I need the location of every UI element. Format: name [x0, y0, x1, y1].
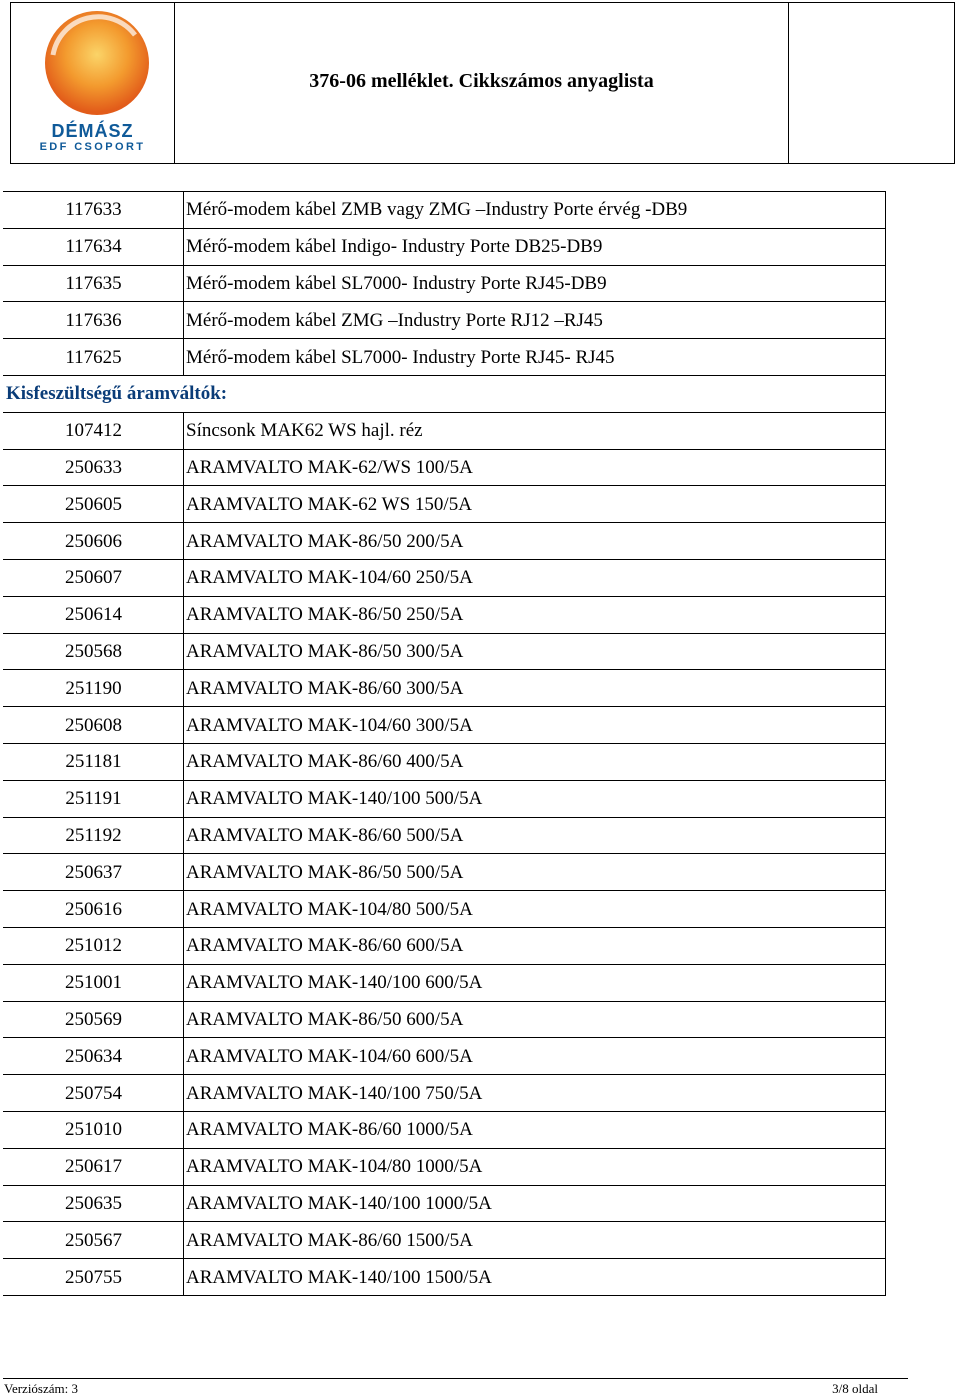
item-code: 117633	[4, 192, 184, 229]
logo-cell	[11, 3, 175, 164]
table-row	[4, 412, 886, 449]
table-row	[4, 596, 886, 633]
table-row	[4, 1222, 886, 1259]
item-code: 117625	[4, 339, 184, 376]
item-description: Mérő-modem kábel ZMB vagy ZMG –Industry Porte érvég -DB9	[184, 192, 886, 229]
item-code: 250633	[4, 449, 184, 486]
item-code: 251190	[4, 670, 184, 707]
table-row	[4, 743, 886, 780]
item-description: Mérő-modem kábel ZMG –Industry Porte RJ12 –RJ45	[184, 302, 886, 339]
footer-page-number: 3/8 oldal	[832, 1381, 878, 1396]
table-row	[4, 891, 886, 928]
item-code: 251192	[4, 817, 184, 854]
item-description: ARAMVALTO MAK-86/60 1000/5A	[184, 1111, 886, 1148]
table-row	[4, 1259, 886, 1296]
section-title: Kisfeszültségű áramváltók:	[4, 375, 886, 412]
transformer-rows	[4, 412, 886, 1295]
table-row	[4, 927, 886, 964]
header-right-cell	[789, 3, 955, 164]
item-description: ARAMVALTO MAK-104/80 1000/5A	[184, 1148, 886, 1185]
item-code: 250635	[4, 1185, 184, 1222]
logo-name: DÉMÁSZ	[51, 121, 134, 141]
item-code: 250617	[4, 1148, 184, 1185]
item-description: ARAMVALTO MAK-104/80 500/5A	[184, 891, 886, 928]
item-description: Mérő-modem kábel SL7000- Industry Porte RJ45-DB9	[184, 265, 886, 302]
table-row	[4, 1075, 886, 1112]
item-description: ARAMVALTO MAK-86/60 400/5A	[184, 743, 886, 780]
table-row	[4, 633, 886, 670]
item-code: 250607	[4, 559, 184, 596]
item-description: ARAMVALTO MAK-62 WS 150/5A	[184, 486, 886, 523]
item-description: Síncsonk MAK62 WS hajl. réz	[184, 412, 886, 449]
table-row	[4, 559, 886, 596]
item-code: 250634	[4, 1038, 184, 1075]
item-description: ARAMVALTO MAK-104/60 250/5A	[184, 559, 886, 596]
page-title: 376-06 melléklet. Cikkszámos anyaglista	[309, 69, 654, 92]
item-code: 250614	[4, 596, 184, 633]
item-code: 250637	[4, 854, 184, 891]
cable-rows	[4, 192, 886, 376]
table-row	[4, 449, 886, 486]
footer-divider	[3, 1378, 908, 1379]
table-row	[4, 1001, 886, 1038]
table-row	[4, 817, 886, 854]
table-row	[4, 670, 886, 707]
item-description: ARAMVALTO MAK-86/60 600/5A	[184, 927, 886, 964]
table-row	[4, 302, 886, 339]
table-row	[4, 964, 886, 1001]
item-code: 250616	[4, 891, 184, 928]
section-row	[4, 375, 886, 412]
title-cell	[175, 3, 789, 164]
item-code: 250568	[4, 633, 184, 670]
logo-subtitle: EDF CSOPORT	[39, 141, 146, 153]
item-description: ARAMVALTO MAK-86/50 600/5A	[184, 1001, 886, 1038]
table-row	[4, 854, 886, 891]
table-row	[4, 707, 886, 744]
table-row	[4, 1185, 886, 1222]
table-row	[4, 192, 886, 229]
item-description: ARAMVALTO MAK-104/60 600/5A	[184, 1038, 886, 1075]
table-row	[4, 339, 886, 376]
item-code: 251010	[4, 1111, 184, 1148]
item-description: ARAMVALTO MAK-86/50 250/5A	[184, 596, 886, 633]
item-code: 250569	[4, 1001, 184, 1038]
item-description: ARAMVALTO MAK-140/100 1000/5A	[184, 1185, 886, 1222]
item-description: ARAMVALTO MAK-140/100 750/5A	[184, 1075, 886, 1112]
table-row	[4, 780, 886, 817]
table-row	[4, 1148, 886, 1185]
item-description: ARAMVALTO MAK-86/60 300/5A	[184, 670, 886, 707]
item-description: ARAMVALTO MAK-140/100 1500/5A	[184, 1259, 886, 1296]
table-row	[4, 265, 886, 302]
item-code: 117634	[4, 228, 184, 265]
item-code: 251001	[4, 964, 184, 1001]
item-description: ARAMVALTO MAK-86/50 200/5A	[184, 523, 886, 560]
item-code: 250606	[4, 523, 184, 560]
item-code: 250755	[4, 1259, 184, 1296]
item-code: 117636	[4, 302, 184, 339]
item-list-table	[3, 191, 886, 1296]
item-code: 251181	[4, 743, 184, 780]
item-code: 251012	[4, 927, 184, 964]
item-description: ARAMVALTO MAK-86/60 500/5A	[184, 817, 886, 854]
item-description: Mérő-modem kábel Indigo- Industry Porte DB25-DB9	[184, 228, 886, 265]
item-code: 107412	[4, 412, 184, 449]
item-description: ARAMVALTO MAK-140/100 500/5A	[184, 780, 886, 817]
item-description: ARAMVALTO MAK-104/60 300/5A	[184, 707, 886, 744]
item-code: 250608	[4, 707, 184, 744]
table-row	[4, 1038, 886, 1075]
table-row	[4, 523, 886, 560]
item-description: ARAMVALTO MAK-86/50 300/5A	[184, 633, 886, 670]
item-code: 250605	[4, 486, 184, 523]
item-code: 250754	[4, 1075, 184, 1112]
item-code: 250567	[4, 1222, 184, 1259]
item-description: ARAMVALTO MAK-140/100 600/5A	[184, 964, 886, 1001]
item-description: ARAMVALTO MAK-86/50 500/5A	[184, 854, 886, 891]
item-description: ARAMVALTO MAK-86/60 1500/5A	[184, 1222, 886, 1259]
item-code: 251191	[4, 780, 184, 817]
table-row	[4, 1111, 886, 1148]
table-row	[4, 486, 886, 523]
item-code: 117635	[4, 265, 184, 302]
document-header	[10, 2, 955, 164]
table-row	[4, 228, 886, 265]
item-description: Mérő-modem kábel SL7000- Industry Porte RJ45- RJ45	[184, 339, 886, 376]
footer-version: Verziószám: 3	[4, 1381, 79, 1396]
item-description: ARAMVALTO MAK-62/WS 100/5A	[184, 449, 886, 486]
